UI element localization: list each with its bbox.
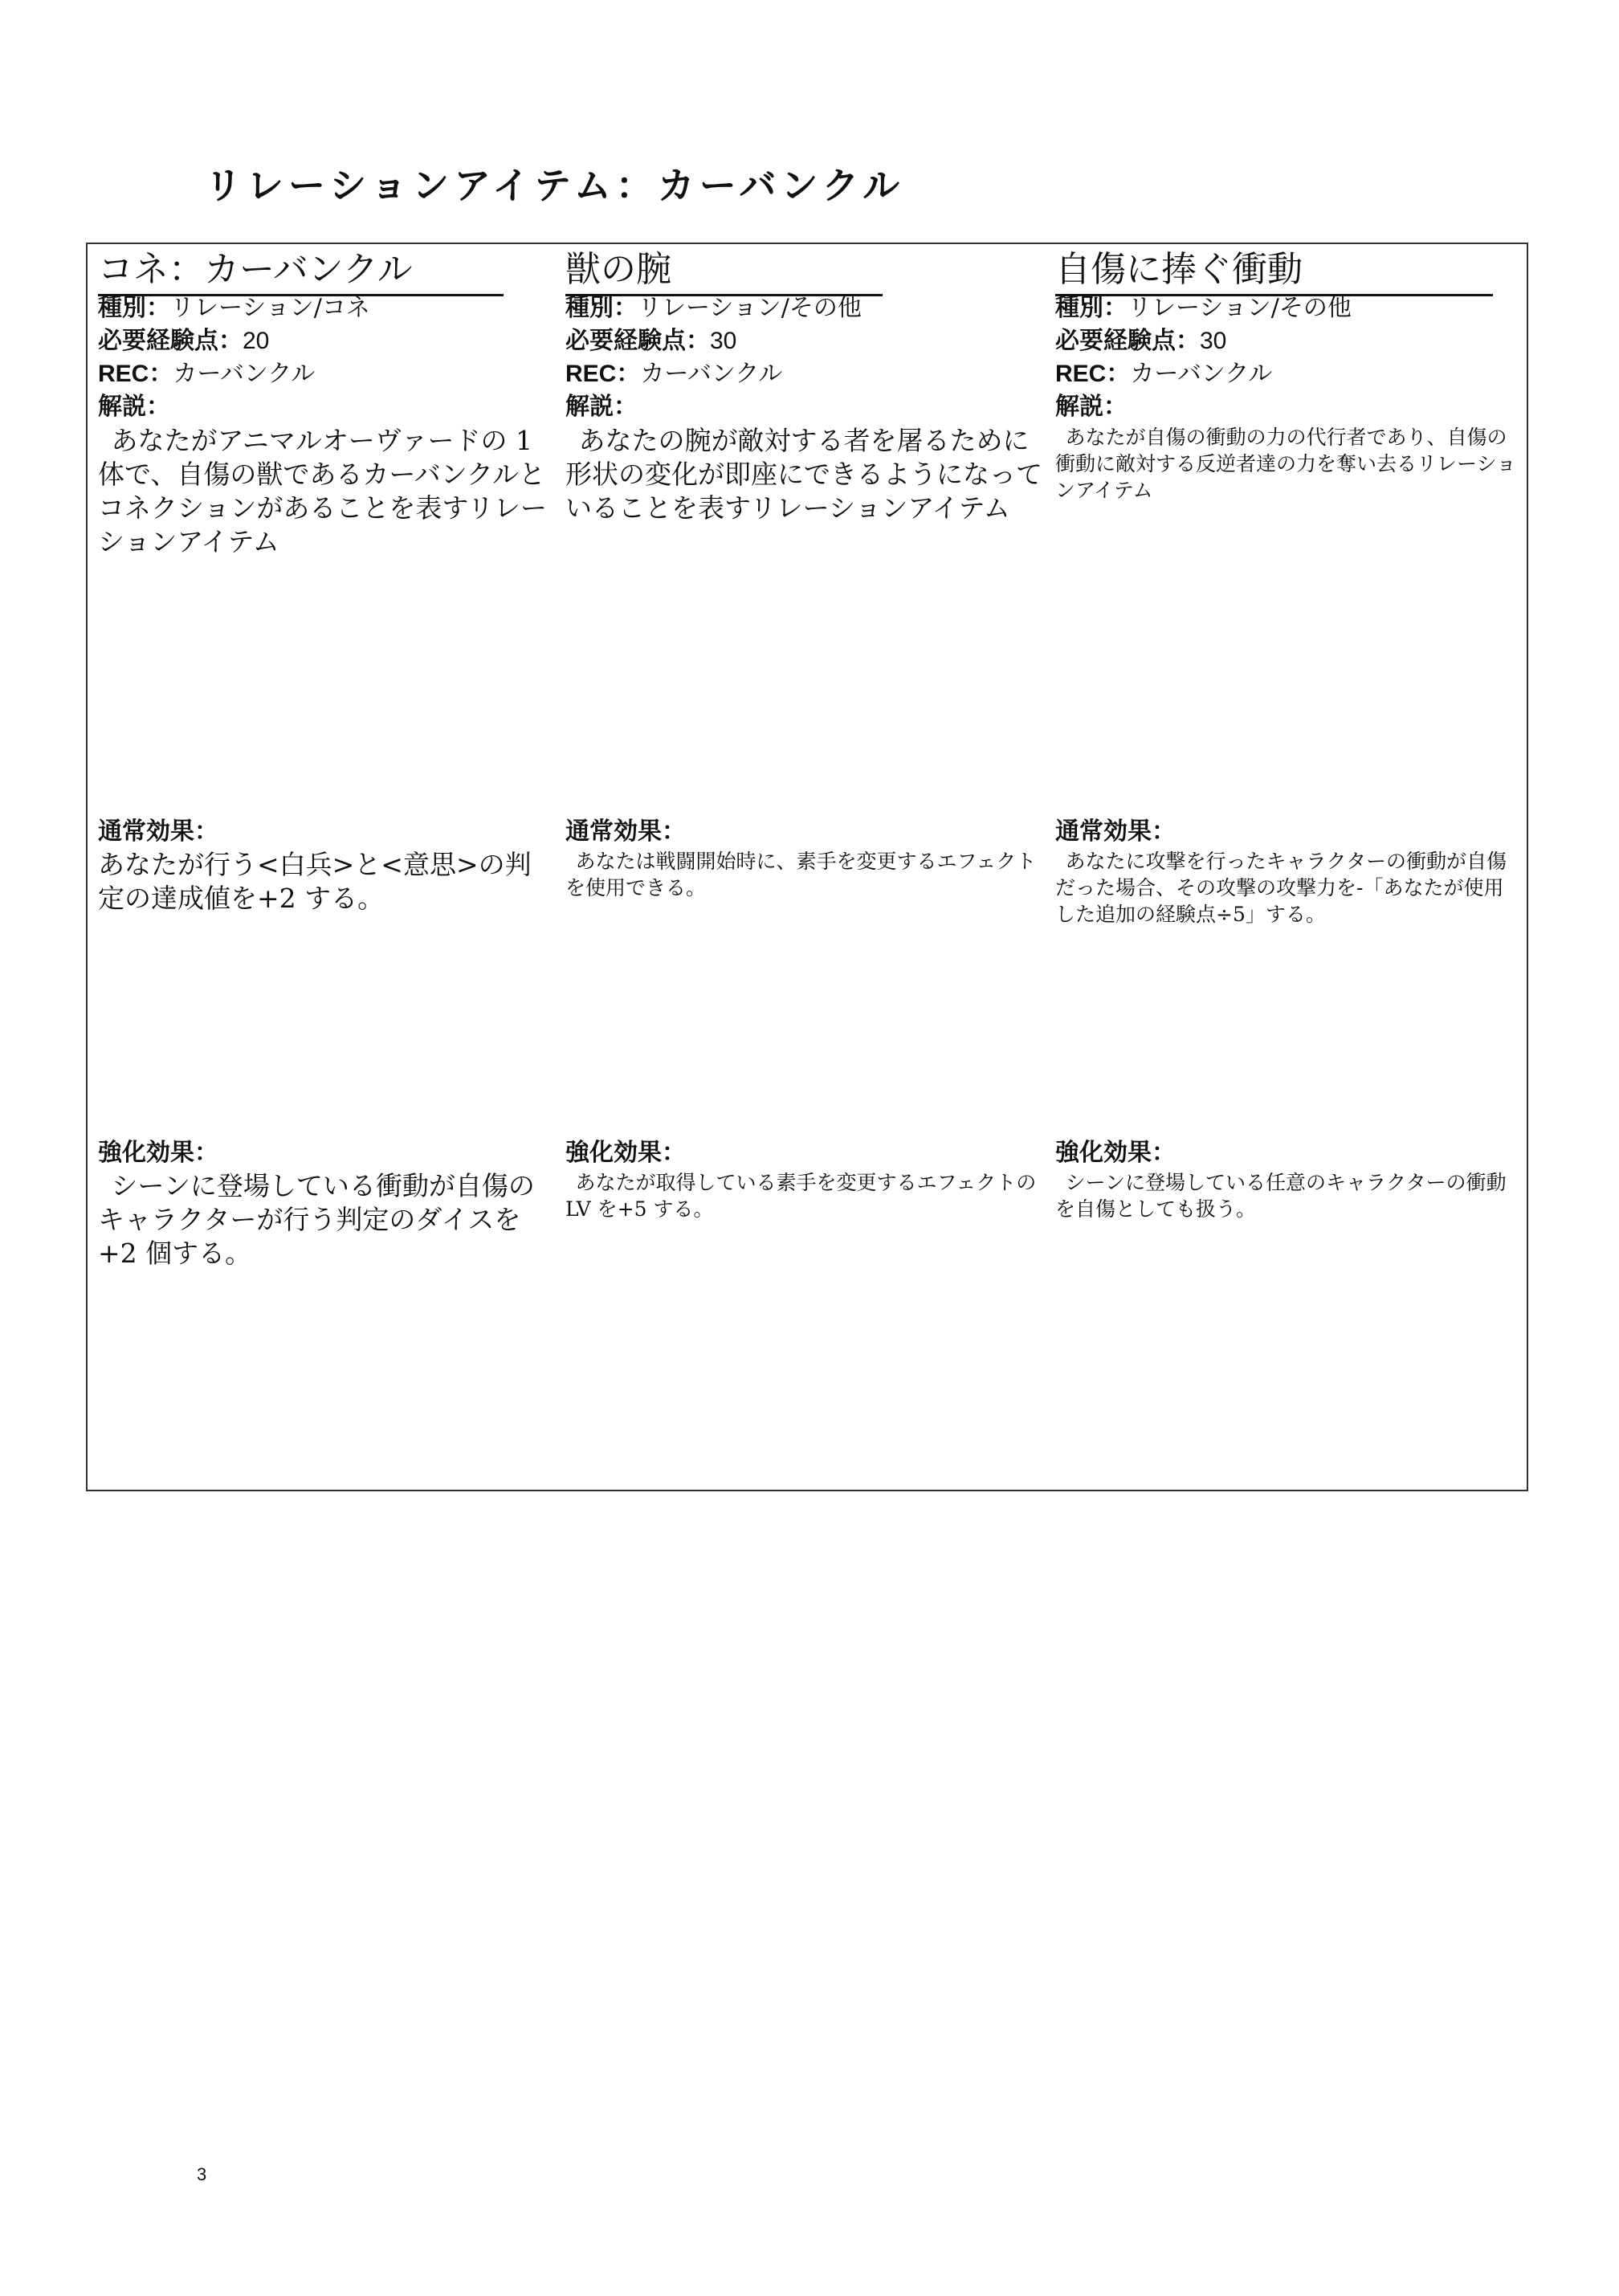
item-xp-row: 必要経験点：20 <box>98 328 270 354</box>
item-name: コネ：カーバンクル <box>98 247 504 296</box>
boost-effect-label: 強化効果： <box>565 1140 686 1166</box>
item-xp: 30 <box>710 328 737 354</box>
item-type-row: 種別：リレーション/その他 <box>1055 294 1352 322</box>
normal-effect-label: 通常効果： <box>1055 818 1176 845</box>
explanation-label: 解説： <box>1055 394 1128 420</box>
item-description: あなたがアニマルオーヴァードの 1 体で、自傷の獣であるカーバンクルとコネクションがあることを表すリレーションアイテム <box>98 425 548 557</box>
item-description: あなたの腕が敵対する者を屠るために形状の変化が即座にできるようになっていることを表すリレーションアイテム <box>565 425 1042 524</box>
page-number: 3 <box>197 2164 207 2184</box>
item-card-connection <box>98 244 548 1490</box>
normal-effect-label: 通常効果： <box>565 818 686 845</box>
item-card-self-harm-impulse <box>1055 244 1521 1490</box>
boost-effect-label: 強化効果： <box>98 1140 218 1166</box>
page-title: リレーションアイテム：カーバンクル <box>205 164 905 207</box>
explanation-label: 解説： <box>565 394 638 420</box>
normal-effect-label: 通常効果： <box>98 818 218 845</box>
item-name: 獣の腕 <box>565 247 883 296</box>
item-rec: カーバンクル <box>173 360 316 388</box>
item-name: 自傷に捧ぐ衝動 <box>1055 247 1493 296</box>
item-xp: 30 <box>1200 328 1227 354</box>
boost-effect-text: シーンに登場している任意のキャラクターの衝動を自傷としても扱う。 <box>1055 1171 1507 1221</box>
item-description: あなたが自傷の衝動の力の代行者であり、自傷の衝動に敵対する反逆者達の力を奪い去るリレーションアイテム <box>1055 426 1517 502</box>
normal-effect-text: あなたに攻撃を行ったキャラクターの衝動が自傷だった場合、その攻撃の攻撃力を-「あなたが使用した追加の経験点÷5」する。 <box>1055 850 1507 926</box>
boost-effect-text: あなたが取得している素手を変更するエフェクトの LV を+5 する。 <box>565 1171 1037 1221</box>
item-rec-row: REC：カーバンクル <box>1055 360 1273 388</box>
item-rec: カーバンクル <box>640 360 783 388</box>
item-type: リレーション/コネ <box>170 294 370 322</box>
item-xp-row: 必要経験点：30 <box>1055 328 1227 354</box>
items-table <box>86 243 1528 1491</box>
item-rec: カーバンクル <box>1130 360 1273 388</box>
item-type-row: 種別：リレーション/コネ <box>98 294 370 322</box>
item-type-row: 種別：リレーション/その他 <box>565 294 862 322</box>
item-rec-row: REC：カーバンクル <box>565 360 783 388</box>
boost-effect-label: 強化効果： <box>1055 1140 1176 1166</box>
item-type: リレーション/その他 <box>638 294 862 322</box>
item-type: リレーション/その他 <box>1128 294 1352 322</box>
item-xp: 20 <box>243 328 270 354</box>
item-xp-row: 必要経験点：30 <box>565 328 737 354</box>
explanation-label: 解説： <box>98 394 170 420</box>
item-rec-row: REC：カーバンクル <box>98 360 316 388</box>
item-card-beast-arm <box>565 244 1043 1490</box>
normal-effect-text: あなたは戦闘開始時に、素手を変更するエフェクトを使用できる。 <box>565 850 1037 899</box>
normal-effect-text: あなたが行う<白兵>と<意思>の判定の達成値を+2 する。 <box>98 849 532 914</box>
boost-effect-text: シーンに登場している衝動が自傷のキャラクターが行う判定のダイスを+2 個する。 <box>98 1170 535 1269</box>
